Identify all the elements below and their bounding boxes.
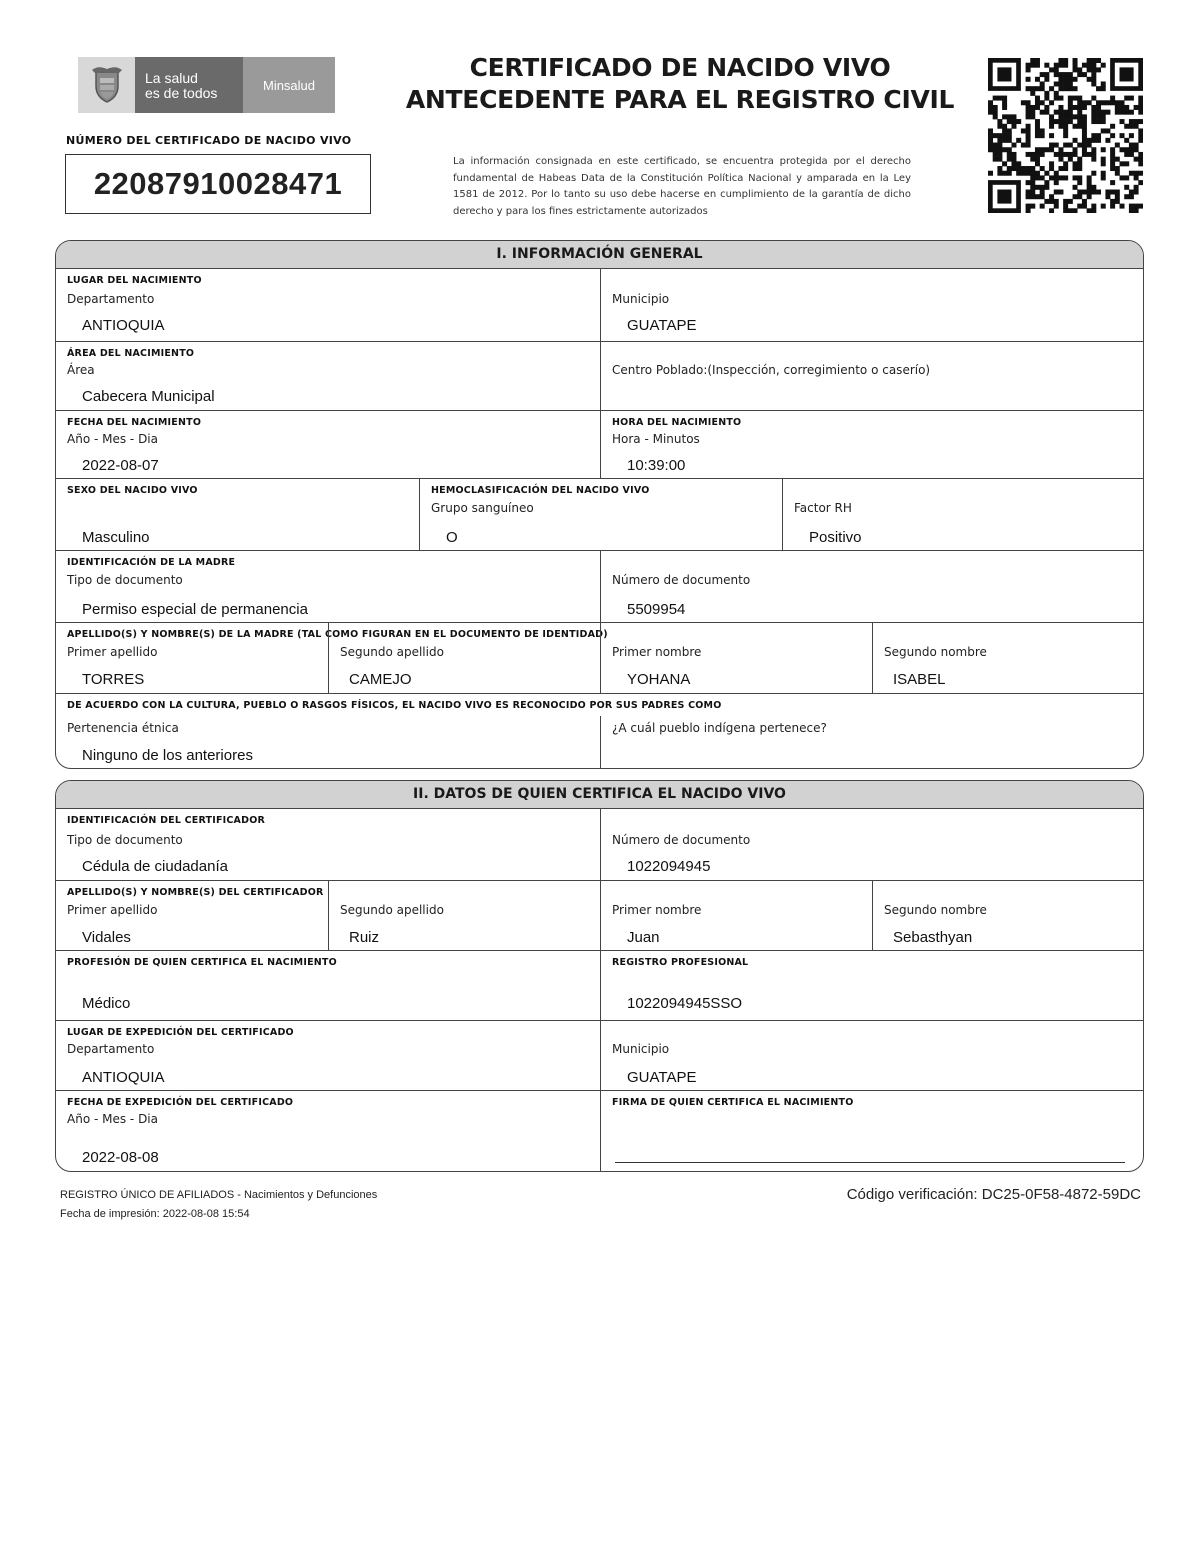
cell-doc-type (56, 809, 600, 880)
cert-number: 22087910028471 (65, 154, 371, 214)
field-value: Médico (82, 995, 131, 1012)
field-label: Centro Poblado:(Inspección, corregimiento o caserío) (612, 363, 931, 377)
row-heading: REGISTRO PROFESIONAL (612, 957, 749, 968)
field-label: Pertenencia étnica (67, 721, 179, 735)
row-profession (56, 951, 1143, 1021)
cell-professional-registry (600, 951, 1143, 1020)
field-value: Permiso especial de permanencia (82, 601, 308, 618)
cell-indigenous-people (600, 716, 1143, 768)
field-value: Vidales (82, 929, 131, 946)
cell-municipio (600, 1021, 1143, 1090)
field-value: Sebasthyan (893, 929, 973, 946)
logo-line-1: La salud (145, 70, 198, 86)
row-certifier-id (56, 809, 1143, 881)
cell-first-surname (56, 881, 328, 950)
cell-sex (56, 479, 419, 550)
row-birth-date-time (56, 411, 1143, 479)
field-label: Municipio (612, 292, 670, 306)
cell-birth-date (56, 411, 600, 478)
field-value: Ninguno de los anteriores (82, 747, 253, 764)
row-heading: IDENTIFICACIÓN DE LA MADRE (67, 557, 236, 568)
field-label: Tipo de documento (67, 833, 183, 847)
field-value: 1022094945SSO (627, 995, 743, 1012)
field-label: Tipo de documento (67, 573, 183, 587)
row-sex-blood (56, 479, 1143, 551)
field-value: O (446, 529, 458, 546)
field-value: 5509954 (627, 601, 686, 618)
qr-code-icon (988, 58, 1143, 213)
verification-code: Código verificación: DC25-0F58-4872-59DC (846, 1186, 1141, 1203)
footer-registry: REGISTRO ÚNICO DE AFILIADOS - Nacimientos y Defunciones (60, 1189, 378, 1201)
privacy-notice: La información consignada en este certificado, se encuentra protegida por el derecho fundamental de Habeas Data de la Constitución Política Nacional y amparada en la Ley 1581 de 2012. Por lo tanto su uso debe hacerse en cumplimiento de la garantía de dicho derecho y para los fines estrictamente autorizados (453, 156, 911, 217)
field-label: Hora - Minutos (612, 432, 700, 446)
field-label: Segundo nombre (884, 903, 987, 917)
logo-slogan (135, 57, 243, 113)
row-birth-area (56, 342, 1143, 411)
section-title: II. DATOS DE QUIEN CERTIFICA EL NACIDO VIVO (56, 781, 1143, 809)
cell-first-surname (56, 623, 328, 693)
field-label: Segundo apellido (340, 645, 444, 659)
row-birth-place (56, 269, 1143, 342)
field-value: 2022-08-08 (82, 1149, 159, 1166)
row-heading: HEMOCLASIFICACIÓN DEL NACIDO VIVO (431, 485, 650, 496)
cell-departamento (56, 1021, 600, 1090)
cell-doc-number (600, 809, 1143, 880)
row-heading: IDENTIFICACIÓN DEL CERTIFICADOR (67, 815, 265, 826)
row-mother-id (56, 551, 1143, 623)
cell-rh-factor (782, 479, 1143, 550)
field-label: Grupo sanguíneo (431, 501, 534, 515)
field-value: Masculino (82, 529, 150, 546)
cell-municipio (600, 269, 1143, 341)
section-general-info (55, 240, 1144, 769)
field-label: Municipio (612, 1042, 670, 1056)
section-title: I. INFORMACIÓN GENERAL (56, 241, 1143, 269)
cell-second-name (872, 623, 1143, 693)
cell-issue-date (56, 1091, 600, 1171)
logo-ministry: Minsalud (243, 57, 335, 113)
field-value: Positivo (809, 529, 862, 546)
row-heading: LUGAR DE EXPEDICIÓN DEL CERTIFICADO (67, 1027, 294, 1038)
cell-doc-number (600, 551, 1143, 622)
field-value: 1022094945 (627, 858, 711, 875)
cert-number-label: NÚMERO DEL CERTIFICADO DE NACIDO VIVO (66, 134, 352, 147)
cell-first-name (600, 881, 872, 950)
footer-print-date: Fecha de impresión: 2022-08-08 15:54 (60, 1208, 250, 1220)
field-label: Primer apellido (67, 645, 158, 659)
field-value: ANTIOQUIA (82, 317, 165, 334)
field-label: ¿A cuál pueblo indígena pertenece? (612, 721, 827, 735)
row-mother-names (56, 623, 1143, 694)
field-value: GUATAPE (627, 317, 697, 334)
row-heading: SEXO DEL NACIDO VIVO (67, 485, 198, 496)
field-label: Año - Mes - Dia (67, 432, 158, 446)
field-value: ANTIOQUIA (82, 1069, 165, 1086)
field-value: 2022-08-07 (82, 457, 159, 474)
cell-centro-poblado (600, 342, 1143, 410)
field-label: Segundo apellido (340, 903, 444, 917)
section-certifier-data (55, 780, 1144, 1172)
field-value: YOHANA (627, 671, 691, 688)
title-line-2: ANTECEDENTE PARA EL REGISTRO CIVIL (405, 85, 955, 114)
field-label: Primer nombre (612, 645, 702, 659)
coat-of-arms-icon (78, 57, 135, 113)
field-label: Número de documento (612, 833, 751, 847)
row-heading: APELLIDO(S) Y NOMBRE(S) DEL CERTIFICADOR (67, 887, 324, 898)
cell-second-surname (328, 623, 600, 693)
field-value: Ruiz (349, 929, 380, 946)
cell-doc-type (56, 551, 600, 622)
cell-profession (56, 951, 600, 1020)
field-value: Cédula de ciudadanía (82, 858, 228, 875)
cell-second-surname (328, 881, 600, 950)
field-value: Juan (627, 929, 660, 946)
row-heading: FECHA DEL NACIMIENTO (67, 417, 202, 428)
row-issue-date-signature (56, 1091, 1143, 1171)
cell-first-name (600, 623, 872, 693)
field-label: Primer nombre (612, 903, 702, 917)
cell-second-name (872, 881, 1143, 950)
cell-blood-group (419, 479, 782, 550)
page-title (400, 52, 960, 116)
row-heading: DE ACUERDO CON LA CULTURA, PUEBLO O RASGOS FÍSICOS, EL NACIDO VIVO ES RECONOCIDO POR SUS PADRES COMO (67, 700, 722, 711)
field-label: Segundo nombre (884, 645, 987, 659)
field-value: 10:39:00 (627, 457, 686, 474)
cell-departamento (56, 269, 600, 341)
field-value: CAMEJO (349, 671, 412, 688)
row-heading: ÁREA DEL NACIMIENTO (67, 348, 195, 359)
cell-area (56, 342, 600, 410)
field-label: Área (67, 363, 95, 377)
row-issue-place (56, 1021, 1143, 1091)
field-value: Cabecera Municipal (82, 388, 215, 405)
row-heading: APELLIDO(S) Y NOMBRE(S) DE LA MADRE (TAL COMO FIGURAN EN EL DOCUMENTO DE IDENTIDAD) (67, 629, 608, 640)
row-certifier-names (56, 881, 1143, 951)
row-heading: LUGAR DEL NACIMIENTO (67, 275, 202, 286)
cell-ethnicity (56, 694, 600, 768)
row-heading: PROFESIÓN DE QUIEN CERTIFICA EL NACIMIENTO (67, 957, 337, 968)
field-value: TORRES (82, 671, 145, 688)
field-label: Departamento (67, 292, 155, 306)
cell-birth-time (600, 411, 1143, 478)
field-value: GUATAPE (627, 1069, 697, 1086)
field-label: Número de documento (612, 573, 751, 587)
field-label: Departamento (67, 1042, 155, 1056)
row-heading: FECHA DE EXPEDICIÓN DEL CERTIFICADO (67, 1097, 294, 1108)
minsalud-logo (78, 57, 335, 113)
row-ethnicity (56, 694, 1143, 768)
field-value: ISABEL (893, 671, 946, 688)
cell-signature (600, 1091, 1143, 1171)
field-label: Primer apellido (67, 903, 158, 917)
logo-line-2: es de todos (145, 85, 218, 101)
row-heading: HORA DEL NACIMIENTO (612, 417, 742, 428)
signature-line (615, 1162, 1125, 1163)
title-line-1: CERTIFICADO DE NACIDO VIVO (469, 53, 891, 82)
field-label: Factor RH (794, 501, 852, 515)
field-label: Año - Mes - Dia (67, 1112, 158, 1126)
row-heading: FIRMA DE QUIEN CERTIFICA EL NACIMIENTO (612, 1097, 854, 1108)
